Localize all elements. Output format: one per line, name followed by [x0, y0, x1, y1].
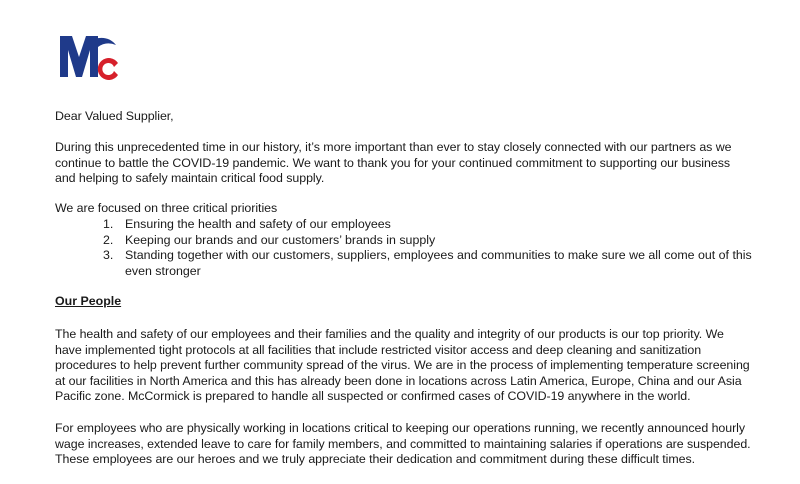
mccormick-logo: [58, 33, 122, 81]
list-item-text: even stronger: [125, 263, 201, 278]
paragraph-line: The health and safety of our employees and their families and the quality and integrity of our products is our top priority. We: [55, 327, 724, 341]
paragraph-line: have implemented tight protocols at all facilities that include restricted visitor access and deep cleaning and sanitization: [55, 342, 702, 357]
list-item: [103, 217, 783, 233]
people-paragraph-2: [55, 421, 775, 468]
priorities-list: [103, 217, 783, 279]
focus-intro-line: We are focused on three critical priorities: [55, 201, 278, 215]
list-item-text: Keeping our brands and our customers’ brands in supply: [125, 232, 436, 247]
list-item-text: Ensuring the health and safety of our employees: [125, 217, 391, 231]
greeting-line: Dear Valued Supplier,: [55, 109, 174, 123]
section-heading: Our People: [55, 294, 122, 308]
intro-line: continue to battle the COVID-19 pandemic. We want to thank you for your continued commitment to supporting our business: [55, 155, 730, 170]
list-item-number: 2.: [103, 232, 114, 247]
list-item: [103, 248, 783, 279]
intro-line: During this unprecedented time in our history, it’s more important than ever to stay closely connected with our partners as we: [55, 140, 732, 154]
people-paragraph-1: [55, 327, 775, 405]
list-item-number: 3.: [103, 248, 114, 262]
greeting: [55, 109, 775, 125]
focus-intro: [55, 201, 775, 217]
paragraph-line: Pacific zone. McCormick is prepared to handle all suspected or confirmed cases of COVID-19 anywhere in the world.: [55, 389, 691, 403]
paragraph-line: These employees are our heroes and we truly appreciate their dedication and commitment during these difficult times.: [55, 452, 696, 466]
paragraph-line: wage increases, extended leave to care for family members, and committed to maintaining salaries if operations are suspended.: [55, 436, 751, 451]
list-item: [103, 233, 783, 249]
paragraph-line: For employees who are physically working in locations critical to keeping our operations running, we recently announced hourly: [55, 421, 746, 435]
paragraph-line: at our facilities in North America and this has already been done in locations across Latin America, Europe, China and our Asia: [55, 373, 742, 388]
paragraph-line: procedures to help prevent further community spread of the virus. We are in the process of implementing temperature screening: [55, 358, 750, 372]
logo-m-shape: [60, 36, 98, 77]
logo-c-shape: [98, 58, 118, 80]
list-item-text: Standing together with our customers, suppliers, employees and communities to make sure we all come out of this: [125, 248, 752, 262]
intro-line: and helping to safely maintain critical food supply.: [55, 171, 325, 185]
intro-paragraph: [55, 140, 775, 187]
list-item-number: 1.: [103, 217, 114, 231]
